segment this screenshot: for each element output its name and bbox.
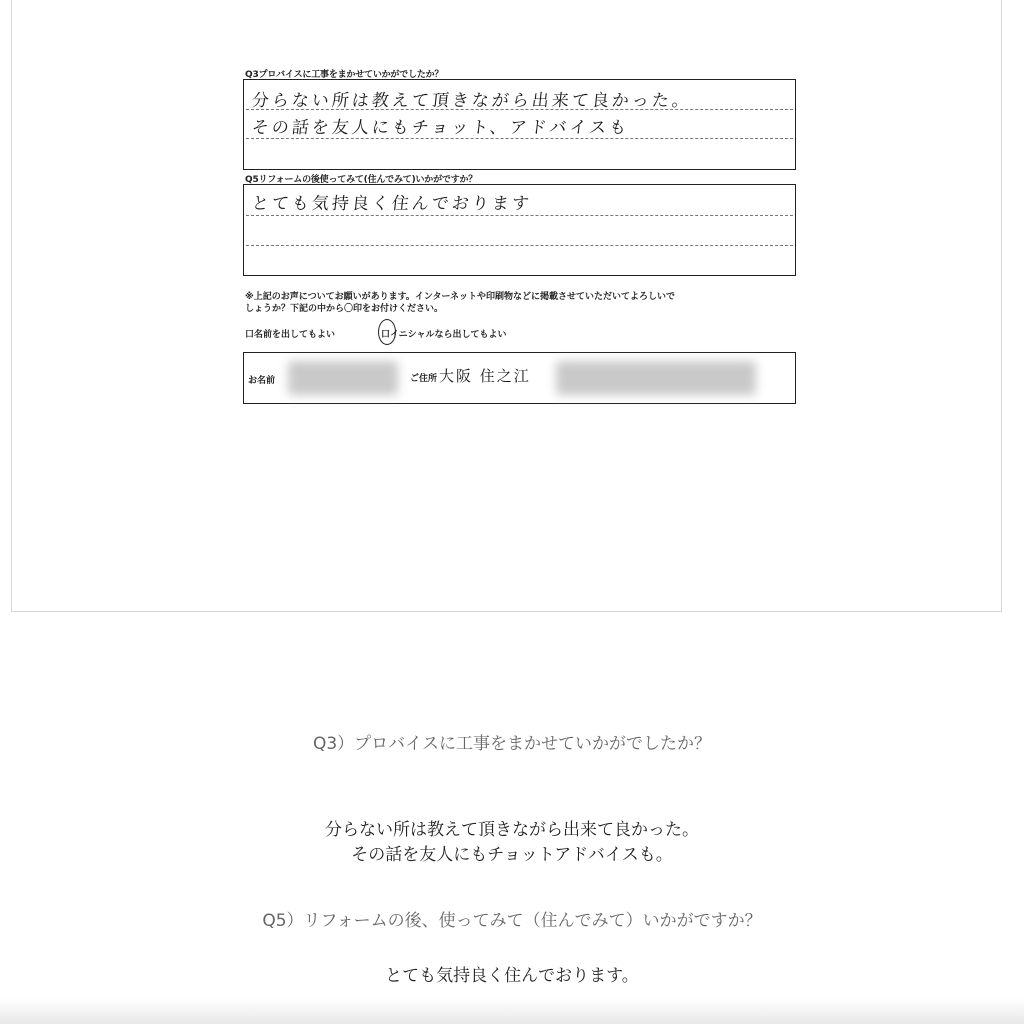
option-full-name: 口名前を出してもよい [245, 330, 336, 340]
dashed-rule [246, 245, 793, 246]
dashed-rule [246, 215, 793, 216]
consent-note-line1: ※上記のお声についてお願いがあります。インターネットや印刷物などに掲載させていただいてよろしいで [245, 292, 676, 302]
redacted-address [556, 361, 756, 395]
bottom-fade [0, 998, 1024, 1024]
name-label: お名前 [248, 376, 276, 386]
survey-scan-card [11, 0, 1002, 612]
transcript-q3: Q3）プロバイスに工事をまかせていかがでしたか？ [312, 734, 712, 754]
transcript-a3-line1: 分らない所は教えて頂きながら出来て良かった。 [325, 820, 699, 840]
transcript-q5: Q5）リフォームの後、使ってみて（住んでみて）いかがですか？ [262, 911, 762, 931]
q5-answer-box [243, 184, 796, 276]
q5-handwritten-line1: とても気持良く住んでおります [250, 194, 533, 214]
q3-handwritten-line1: 分らない所は教えて頂きながら出来て良かった。 [250, 91, 693, 111]
survey-form-image [243, 65, 798, 410]
option-initials: 口イニシャルなら出してもよい [381, 330, 507, 340]
transcript-a3 [0, 818, 1024, 868]
address-label: ご住所 [410, 374, 438, 384]
dashed-rule [246, 138, 793, 139]
q5-form-label: Q5リフォームの後使ってみて(住んでみて)いかがですか？ [245, 175, 478, 185]
consent-note-line2: しょうか？下記の中から〇印をお付けください。 [245, 304, 444, 314]
redacted-name [288, 361, 398, 395]
q3-handwritten-line2: その話を友人にもチョット、アドバイスも [250, 118, 631, 138]
q3-form-label: Q3プロバイスに工事をまかせていかがでしたか？ [245, 70, 444, 80]
consent-note [245, 291, 795, 315]
transcript-a5: とても気持良く住んでおります。 [385, 966, 639, 986]
name-address-box [243, 352, 796, 404]
q3-answer-box [243, 79, 796, 170]
address-handwritten: 大阪 住之江 [439, 367, 531, 385]
transcript-a3-line2: その話を友人にもチョットアドバイスも。 [351, 845, 673, 865]
